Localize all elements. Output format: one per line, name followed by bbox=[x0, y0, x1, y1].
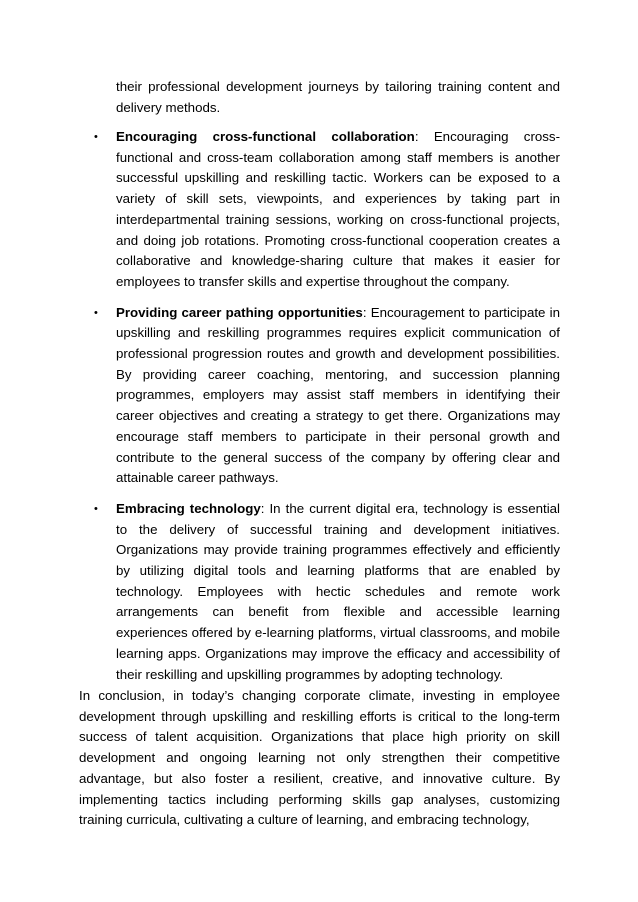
bullet-list bbox=[94, 127, 560, 695]
bullet-heading: Encouraging cross-functional collaboration bbox=[116, 129, 415, 144]
bullet-heading: Providing career pathing opportunities bbox=[116, 304, 363, 320]
bullet-heading: Embracing technology bbox=[116, 500, 261, 516]
bullet-icon: • bbox=[94, 131, 98, 143]
bullet-item-embracing-technology bbox=[94, 499, 560, 685]
conclusion-paragraph: In conclusion, in today’s changing corporate climate, investing in employee development through upskilling and reskilling efforts is critical to the long-term success of talent acquisition. Organizations that place high priority on skill development and ongoing learning not only strengthen their competitive advantage, but also foster a resilient, creative, and innovative culture. By implementing tactics including performing skills gap analyses, customizing training curricula, cultivating a culture of learning, and embracing technology, bbox=[79, 688, 560, 828]
bullet-body: : Encouragement to participate in upskilling and reskilling programmes requires explicit communication of professional progression routes and growth and development possibilities. By providing career coaching, mentoring, and succession planning programmes, employers may assist staff members in identifying their career objectives and creating a strategy to get there. Organizations may encourage staff members to participate in their personal growth and contribute to the general success of the company by offering clear and attainable career pathways. bbox=[116, 304, 560, 486]
bullet-item-career-pathing bbox=[94, 303, 560, 489]
bullet-icon: • bbox=[94, 502, 98, 515]
bullet-icon: • bbox=[94, 306, 98, 319]
bullet-item-cross-functional-collaboration bbox=[94, 127, 560, 293]
bullet-body: : Encouraging cross-functional and cross-team collaboration among staff members is another successful upskilling and reskilling tactic. Workers can be exposed to a variety of skill sets, viewpoints, and experiences by taking part in interdepartmental training sessions, working on cross-functional projects, and doing job rotations. Promoting cross-functional cooperation creates a collaborative and knowledge-sharing culture that makes it easier for employees to transfer skills and expertise throughout the company. bbox=[116, 129, 560, 289]
continuation-paragraph: their professional development journeys by tailoring training content and delivery methods. bbox=[116, 79, 560, 115]
bullet-body: : In the current digital era, technology is essential to the delivery of successful training and development initiatives. Organizations may provide training programmes effectively and efficiently by utilizing digital tools and learning platforms that are enabled by technology. Employees with hectic schedules and remote work arrangements can benefit from flexible and accessible learning experiences offered by e-learning platforms, virtual classrooms, and mobile learning apps. Organizations may improve the efficacy and accessibility of their reskilling and upskilling programmes by adopting technology. bbox=[116, 500, 560, 682]
